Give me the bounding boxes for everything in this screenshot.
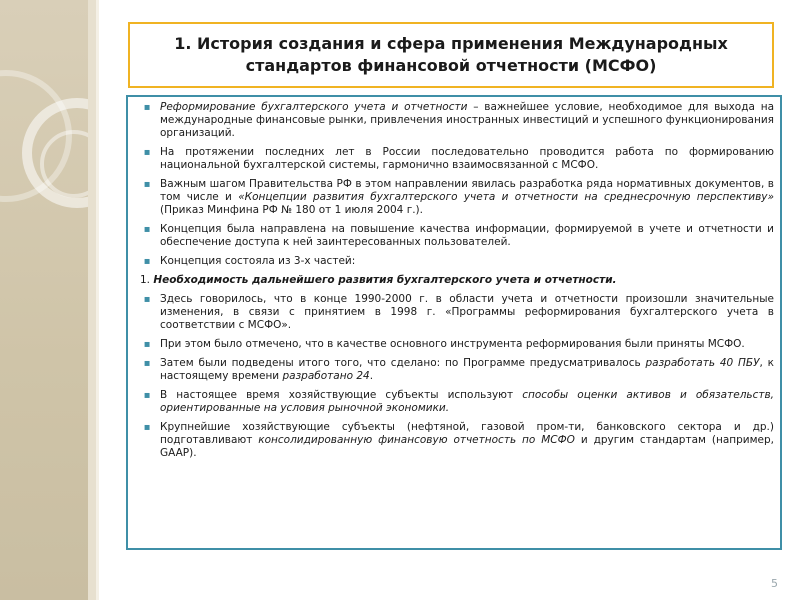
bullet-paragraph — [136, 338, 774, 351]
text-run: – важнейшее условие, необходимое для выхода на международные финансовые рынки, привлечения иностранных инвестиций и успешного функционирования организаций. — [160, 101, 774, 139]
bullet-icon: ▪ — [143, 339, 151, 350]
text-run: консолидированную финансовую отчетность по МСФО — [258, 434, 575, 446]
bullet-icon: ▪ — [143, 224, 151, 235]
bullet-paragraph — [136, 146, 774, 172]
decorative-stripe — [88, 0, 96, 600]
text-run: , к настоящему времени — [160, 357, 774, 382]
text-run: Реформирование бухгалтерского учета и отчетности — [160, 101, 468, 113]
text-run: Концепция состояла из 3-х частей: — [160, 255, 356, 267]
bullet-paragraph — [136, 357, 774, 383]
slide-title: 1. История создания и сфера применения Международных стандартов финансовой отчетности (МСФО) — [174, 34, 728, 75]
bullet-paragraph — [136, 293, 774, 332]
text-run: разработать 40 ПБУ — [645, 357, 760, 369]
text-run: На протяжении последних лет в России последовательно проводится работа по формированию национальной бухгалтерской системы, гармонично взаимосвязанной с МСФО. — [160, 146, 774, 171]
text-run: Крупнейшие хозяйствующие субъекты (нефтяной, газовой пром-ти, банковского сектора и др.) подготавливают — [160, 421, 774, 446]
bullet-paragraph — [136, 223, 774, 249]
bullet-icon: ▪ — [143, 358, 151, 369]
bullet-paragraph — [136, 255, 774, 268]
bullet-paragraph — [136, 389, 774, 415]
text-run: «Концепции развития бухгалтерского учета и отчетности на среднесрочную перспективу» — [238, 191, 774, 203]
text-run: При этом было отмечено, что в качестве основного инструмента реформирования были приняты МСФО. — [160, 338, 745, 350]
section-heading — [136, 274, 774, 287]
text-run: и другим стандартам (например, GAAP). — [160, 434, 774, 459]
text-run: В настоящее время хозяйствующие субъекты используют — [160, 389, 523, 401]
bullet-icon: ▪ — [143, 147, 151, 158]
text-run: 1. — [140, 274, 154, 286]
bullet-paragraph — [136, 421, 774, 460]
text-run: (Приказ Минфина РФ № 180 от 1 июля 2004 г.). — [160, 204, 423, 216]
bullet-icon: ▪ — [143, 294, 151, 305]
text-run: Затем были подведены итого того, что сделано: по Программе предусматривалось — [160, 357, 646, 369]
bullet-paragraph — [136, 101, 774, 140]
text-run: способы оценки активов и обязательств, ориентированные на условия рыночной экономики. — [160, 389, 775, 414]
decorative-stripe — [96, 0, 99, 600]
text-run: Необходимость дальнейшего развития бухгалтерского учета и отчетности. — [153, 274, 617, 286]
bullet-icon: ▪ — [143, 422, 151, 433]
bullet-paragraph — [136, 178, 774, 217]
text-run: Здесь говорилось, что в конце 1990-2000 г. в области учета и отчетности произошли значительные изменения, в связи с принятием в 1998 г. «Программы реформирования бухгалтерского учета в соответствии с МСФО». — [160, 293, 774, 331]
slide-title-box — [128, 22, 774, 88]
bullet-icon: ▪ — [143, 390, 151, 401]
decorative-side-band — [0, 0, 88, 600]
text-run: Важным шагом Правительства РФ в этом направлении явилась разработка ряда нормативных документов, в том числе и — [160, 178, 774, 203]
bullet-icon: ▪ — [143, 102, 151, 113]
slide-content-box — [126, 95, 782, 550]
text-run: Концепция была направлена на повышение качества информации, формируемой в учете и отчетности и обеспечение доступа к ней заинтересованных пользователей. — [160, 223, 774, 248]
text-run: разработано 24 — [282, 370, 370, 382]
page-number: 5 — [771, 577, 778, 590]
text-run: . — [369, 370, 374, 382]
bullet-icon: ▪ — [143, 179, 151, 190]
bullet-icon: ▪ — [143, 256, 151, 267]
